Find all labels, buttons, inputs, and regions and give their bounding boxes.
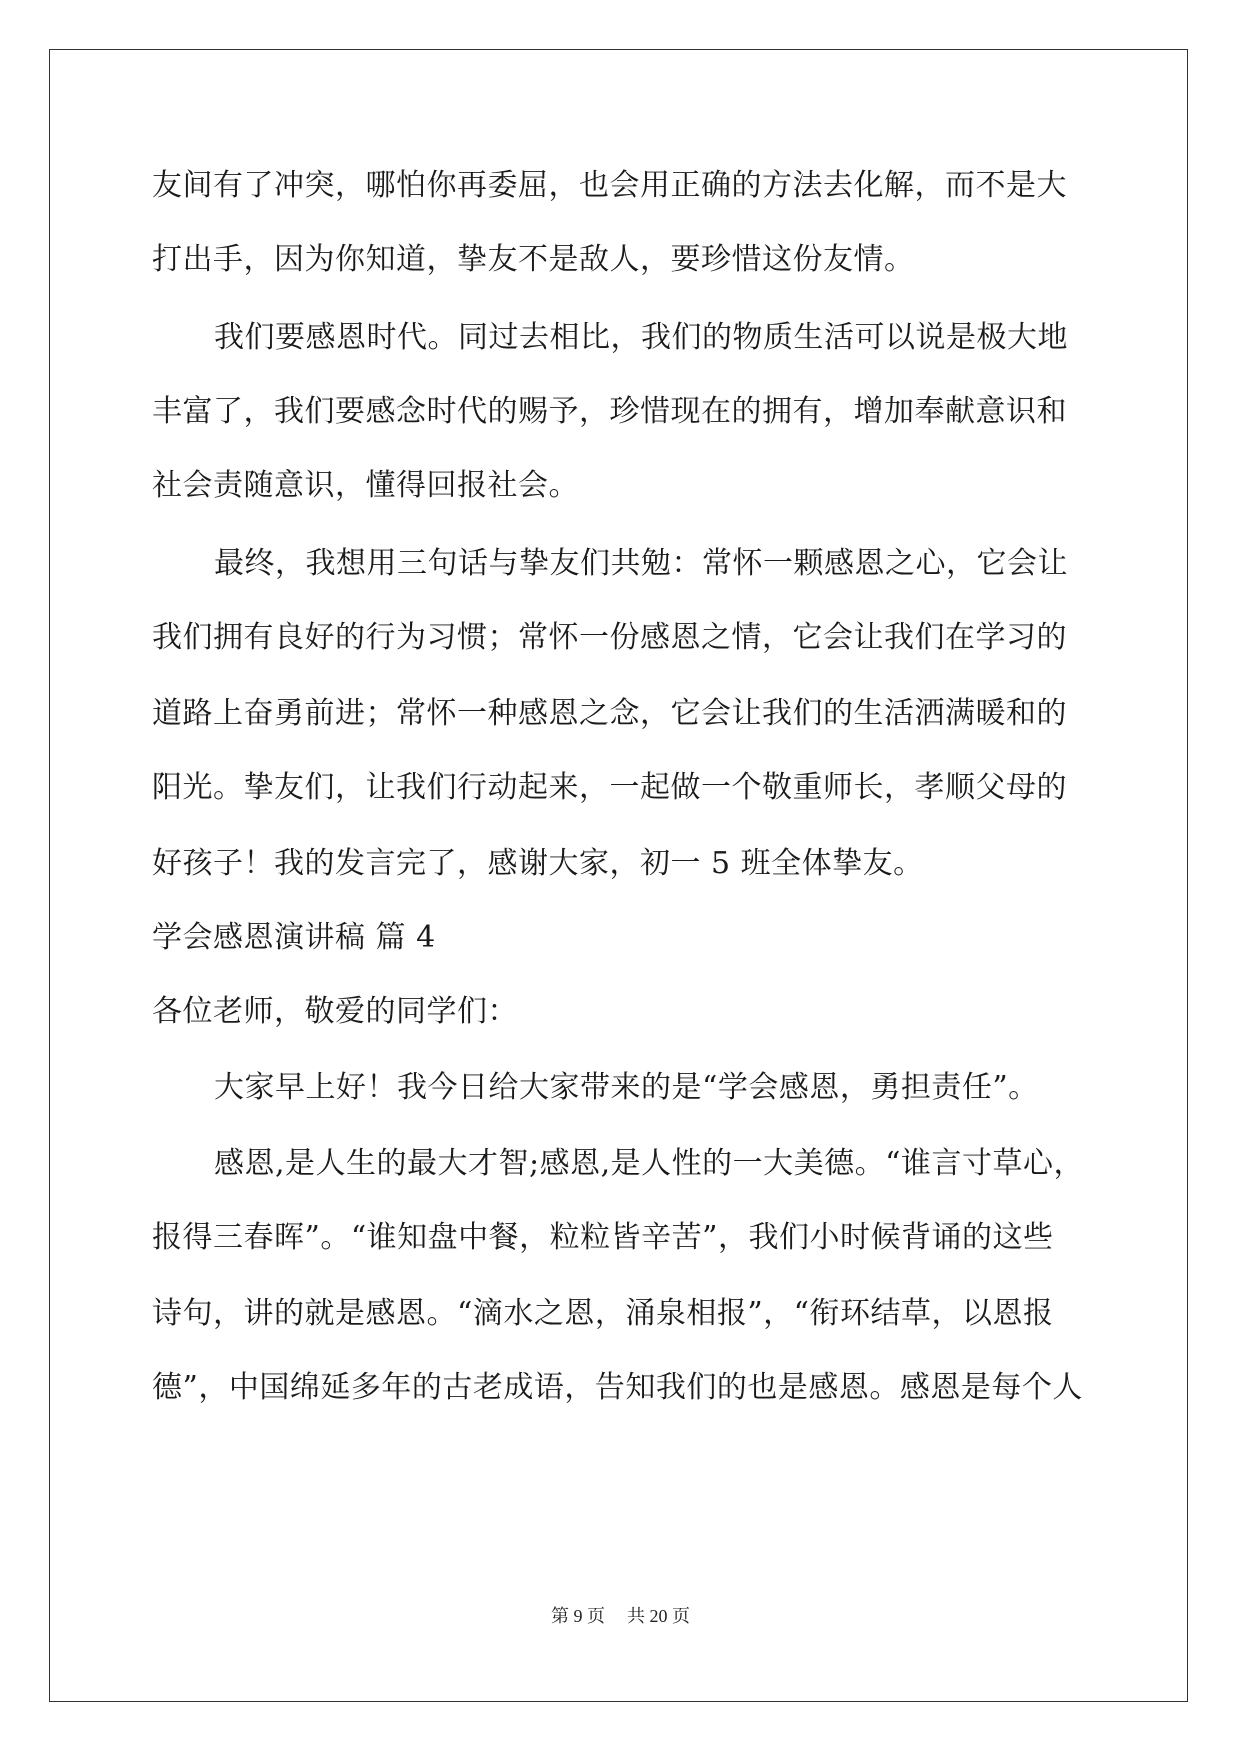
page-footer	[0, 1604, 1241, 1628]
page-total: 共 20 页	[627, 1606, 690, 1626]
paragraph-line: 友间有了冲突，哪怕你再委屈，也会用正确的方法去化解，而不是大	[152, 168, 1067, 203]
paragraph-line: 大家早上好！我今日给大家带来的是“学会感恩，勇担责任”。	[214, 1070, 1039, 1105]
paragraph-line: 德”，中国绵延多年的古老成语，告知我们的也是感恩。感恩是每个人	[152, 1370, 1083, 1405]
paragraph-line: 感恩,是人生的最大才智;感恩,是人性的一大美德。“谁言寸草心，	[214, 1146, 1085, 1181]
salutation-line: 各位老师，敬爱的同学们：	[152, 994, 518, 1029]
paragraph-line: 社会责随意识，懂得回报社会。	[152, 468, 579, 503]
paragraph-line: 丰富了，我们要感念时代的赐予，珍惜现在的拥有，增加奉献意识和	[152, 394, 1067, 429]
paragraph-line: 我们要感恩时代。同过去相比，我们的物质生活可以说是极大地	[214, 320, 1068, 355]
paragraph-line: 阳光。挚友们，让我们行动起来，一起做一个敬重师长，孝顺父母的	[152, 770, 1067, 805]
paragraph-line: 诗句，讲的就是感恩。“滴水之恩，涌泉相报”，“衔环结草，以恩报	[152, 1296, 1054, 1331]
section-heading: 学会感恩演讲稿 篇 4	[152, 920, 436, 955]
paragraph-line: 好孩子！我的发言完了，感谢大家，初一 5 班全体挚友。	[152, 846, 924, 881]
paragraph-line: 报得三春晖”。“谁知盘中餐，粒粒皆辛苦”，我们小时候背诵的这些	[152, 1220, 1054, 1255]
paragraph-line: 我们拥有良好的行为习惯；常怀一份感恩之情，它会让我们在学习的	[152, 620, 1067, 655]
paragraph-line: 最终，我想用三句话与挚友们共勉：常怀一颗感恩之心，它会让	[214, 546, 1068, 581]
paragraph-line: 打出手，因为你知道，挚友不是敌人，要珍惜这份友情。	[152, 242, 915, 277]
paragraph-line: 道路上奋勇前进；常怀一种感恩之念，它会让我们的生活洒满暖和的	[152, 696, 1067, 731]
page-number: 第 9 页	[551, 1606, 605, 1626]
